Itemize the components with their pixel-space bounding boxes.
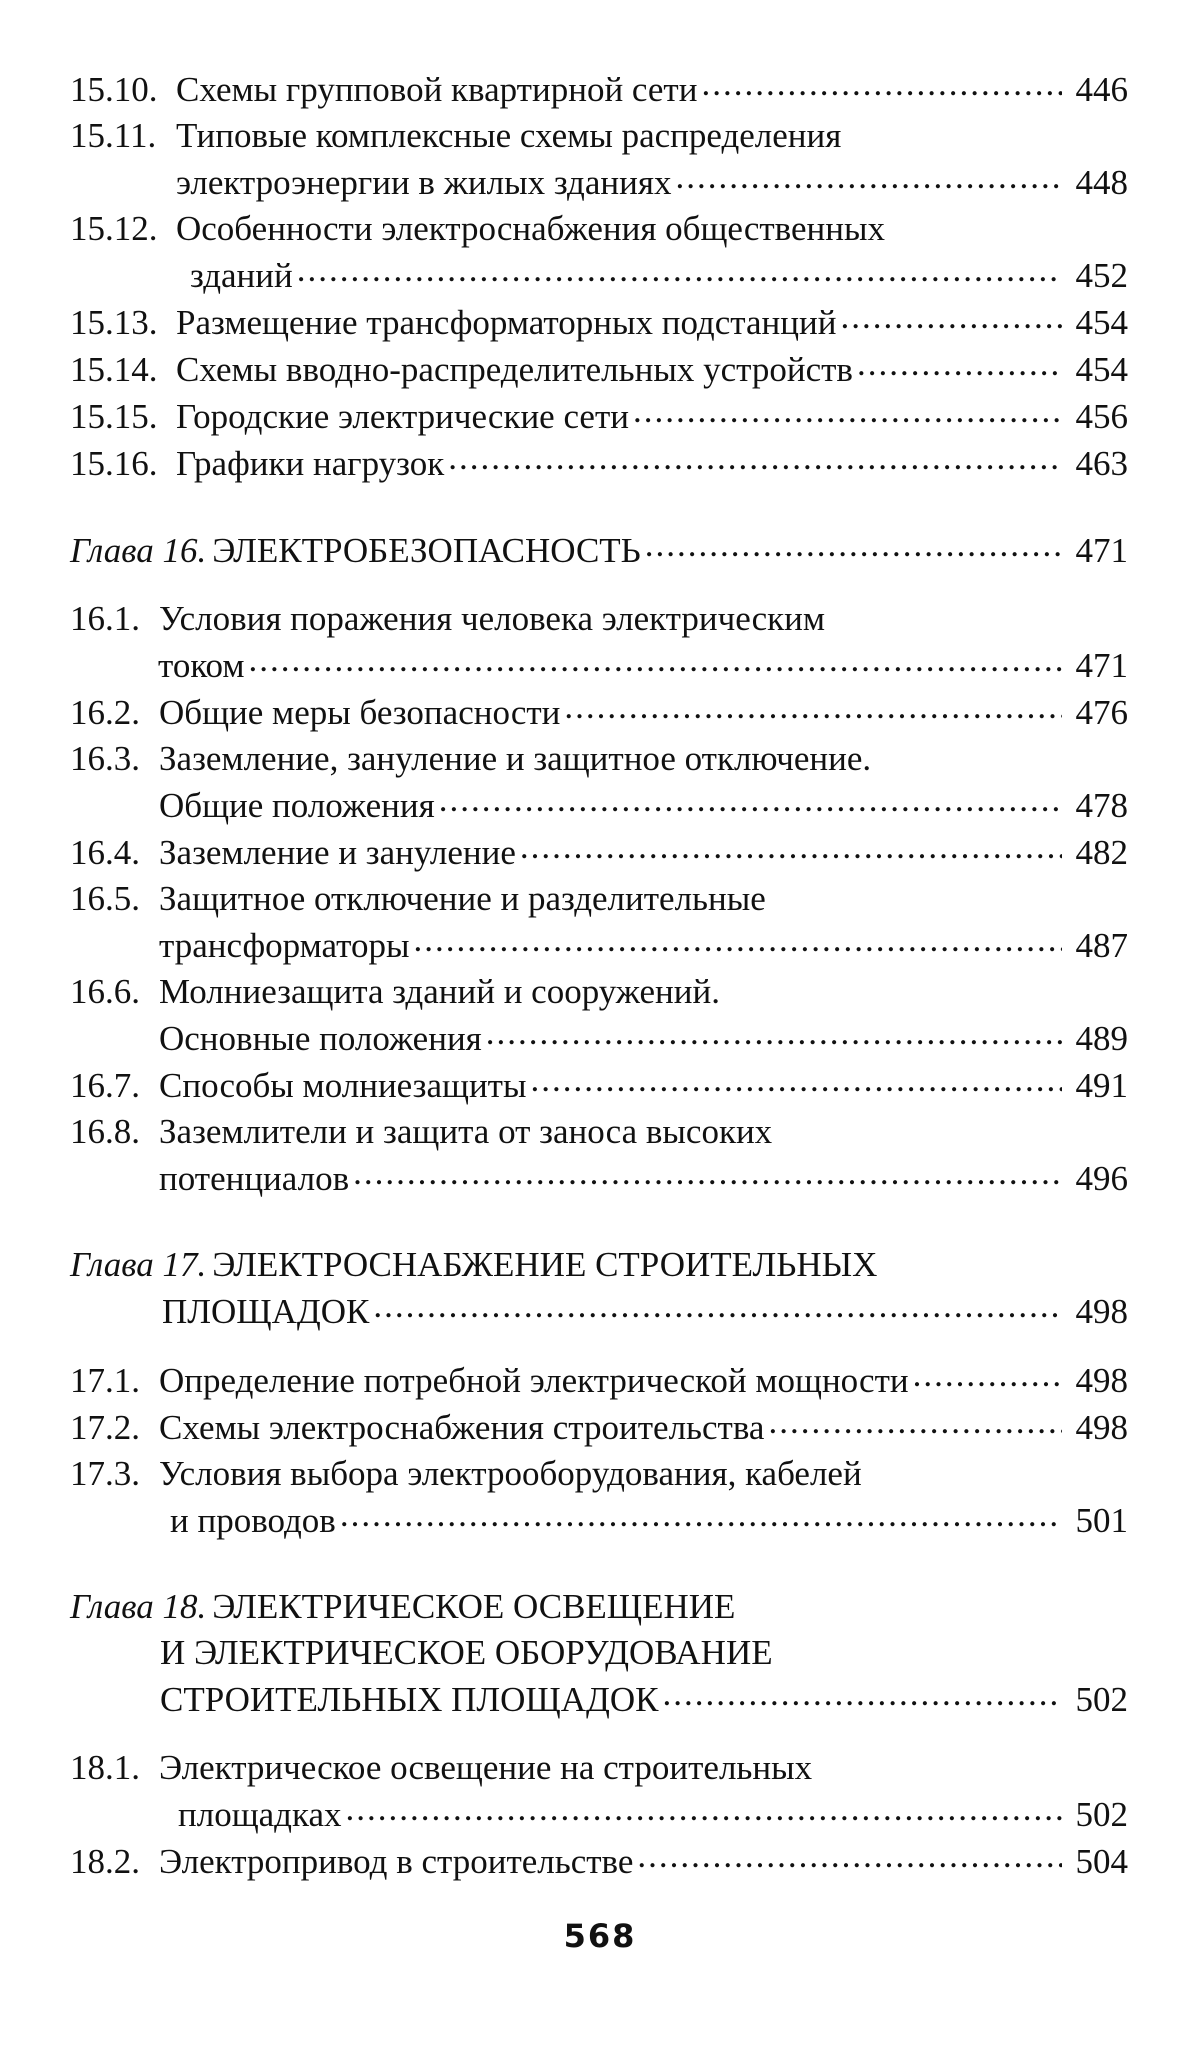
chapter-heading-18 [70,1584,1128,1723]
section-number: 18.1. [70,1748,140,1787]
section-title-continued: и проводов [170,1501,336,1540]
section-title: Общие меры безопасности [159,693,561,732]
section-title-continued: трансформаторы [159,926,410,965]
page-reference: 454 [1075,303,1128,342]
page-reference: 491 [1075,1066,1128,1105]
chapter-title: ЭЛЕКТРОСНАБЖЕНИЕ СТРОИТЕЛЬНЫХ [212,1245,878,1284]
dot-leader [439,782,1062,817]
dot-leader [340,1497,1062,1532]
spacer [70,1202,1128,1242]
section-title-continued: площадках [178,1795,342,1834]
section-title: Заземление и зануление [159,833,516,872]
section-number: 16.7. [70,1066,140,1105]
page-reference: 496 [1075,1159,1128,1198]
chapter-label: Глава 17. [70,1245,207,1284]
toc-entry-16-1 [70,596,1128,689]
section-title-continued: зданий [190,256,293,295]
page-reference: 498 [1075,1408,1128,1447]
dot-leader [297,252,1062,287]
page-reference: 498 [1075,1361,1128,1400]
page-reference: 471 [1075,646,1128,685]
section-title: Схемы электроснабжения строительства [159,1408,765,1447]
chapter-title: ЭЛЕКТРОБЕЗОПАСНОСТЬ [212,531,641,570]
section-title-continued: потенциалов [159,1159,350,1198]
section-number: 15.12. [70,209,158,248]
section-title-continued: Основные положения [159,1019,482,1058]
toc-entry-15-10 [70,66,1128,113]
section-number: 17.2. [70,1408,140,1447]
page-reference: 498 [1075,1292,1128,1331]
page-reference: 452 [1075,256,1128,295]
dot-leader [448,440,1062,475]
chapter-heading-17 [70,1242,1128,1335]
section-title: Защитное отключение и разделительные [159,879,766,918]
toc-entry-16-2 [70,689,1128,736]
spacer [70,1544,1128,1584]
page-reference: 487 [1075,926,1128,965]
dot-leader [701,66,1062,101]
toc-entry-15-11 [70,113,1128,206]
page-reference: 463 [1075,444,1128,483]
page-reference: 502 [1075,1680,1128,1719]
toc-entry-16-3 [70,736,1128,829]
chapter-title-continued: СТРОИТЕЛЬНЫХ ПЛОЩАДОК [160,1680,659,1719]
toc-entry-15-14 [70,346,1128,393]
dot-leader [675,159,1062,194]
section-title: Схемы вводно-распределительных устройств [176,350,853,389]
page-reference: 456 [1075,397,1128,436]
toc-entry-15-13 [70,299,1128,346]
section-title: Схемы групповой квартирной сети [176,70,698,109]
table-of-contents [70,66,1128,1885]
dot-leader [663,1676,1063,1711]
spacer [70,1335,1128,1357]
section-title: Определение потребной электрической мощности [159,1361,909,1400]
section-number: 16.1. [70,599,140,638]
dot-leader [249,642,1062,677]
page-reference: 502 [1075,1795,1128,1834]
section-number: 15.15. [70,397,158,436]
dot-leader [913,1357,1062,1392]
section-number: 18.2. [70,1842,140,1881]
page-number: 568 [563,1917,637,1955]
toc-entry-16-6 [70,969,1128,1062]
section-title: Условия выбора электрооборудования, кабелей [159,1454,862,1493]
section-number: 16.4. [70,833,140,872]
page-reference: 454 [1075,350,1128,389]
toc-entry-17-3 [70,1451,1128,1544]
section-number: 15.14. [70,350,158,389]
dot-leader [564,689,1062,724]
chapter-label: Глава 18. [70,1587,207,1626]
dot-leader [414,922,1063,957]
toc-entry-18-2 [70,1838,1128,1885]
section-number: 17.1. [70,1361,140,1400]
section-title: Заземлители и защита от заноса высоких [159,1112,773,1151]
dot-leader [857,346,1062,381]
page-reference: 448 [1075,163,1128,202]
toc-entry-15-12 [70,206,1128,299]
section-title: Размещение трансформаторных подстанций [176,303,837,342]
dot-leader [530,1062,1062,1097]
page-reference: 471 [1075,531,1128,570]
chapter-title: ЭЛЕКТРИЧЕСКОЕ ОСВЕЩЕНИЕ [212,1587,736,1626]
section-number: 15.13. [70,303,158,342]
page-reference: 504 [1075,1842,1128,1881]
section-number: 15.11. [70,116,157,155]
toc-entry-17-2 [70,1404,1128,1451]
chapter-label: Глава 16. [70,531,207,570]
spacer [70,574,1128,596]
toc-entry-15-15 [70,393,1128,440]
toc-entry-16-5 [70,876,1128,969]
section-number: 16.6. [70,972,140,1011]
section-title: Графики нагрузок [176,444,445,483]
section-title: Типовые комплексные схемы распределения [176,116,842,155]
spacer [70,487,1128,527]
section-number: 16.5. [70,879,140,918]
section-title: Городские электрические сети [176,397,629,436]
section-number: 15.16. [70,444,158,483]
dot-leader [486,1015,1062,1050]
dot-leader [346,1791,1063,1826]
dot-leader [637,1838,1062,1873]
page-reference: 489 [1075,1019,1128,1058]
toc-entry-18-1 [70,1745,1128,1838]
section-title: Условия поражения человека электрическим [159,599,826,638]
spacer [70,1723,1128,1745]
section-title-continued: электроэнергии в жилых зданиях [176,163,672,202]
dot-leader [840,299,1062,334]
dot-leader [768,1404,1062,1439]
toc-entry-16-4 [70,829,1128,876]
toc-entry-16-8 [70,1109,1128,1202]
toc-entry-16-7 [70,1062,1128,1109]
section-title: Молниезащита зданий и сооружений. [159,972,720,1011]
dot-leader [520,829,1062,864]
section-title: Электрическое освещение на строительных [159,1748,813,1787]
chapter-title-continued: ПЛОЩАДОК [162,1292,370,1331]
section-title: Особенности электроснабжения общественных [176,209,885,248]
section-number: 15.10. [70,70,158,109]
dot-leader [353,1155,1062,1190]
page-reference: 501 [1075,1501,1128,1540]
section-title: Электропривод в строительстве [159,1842,634,1881]
section-number: 16.8. [70,1112,140,1151]
section-title: Способы молниезащиты [159,1066,527,1105]
section-number: 16.3. [70,739,140,778]
page-reference: 446 [1075,70,1128,109]
chapter-title-continued: И ЭЛЕКТРИЧЕСКОЕ ОБОРУДОВАНИЕ [160,1633,773,1672]
chapter-heading-16 [70,527,1128,574]
section-title: Заземление, зануление и защитное отключение. [159,739,872,778]
section-number: 17.3. [70,1454,140,1493]
dot-leader [645,527,1062,562]
page-reference: 482 [1075,833,1128,872]
page-reference: 476 [1075,693,1128,732]
toc-entry-15-16 [70,440,1128,487]
toc-entry-17-1 [70,1357,1128,1404]
section-number: 16.2. [70,693,140,732]
section-title-continued: током [158,646,245,685]
dot-leader [373,1288,1062,1323]
section-title-continued: Общие положения [159,786,435,825]
page-reference: 478 [1075,786,1128,825]
dot-leader [633,393,1062,428]
